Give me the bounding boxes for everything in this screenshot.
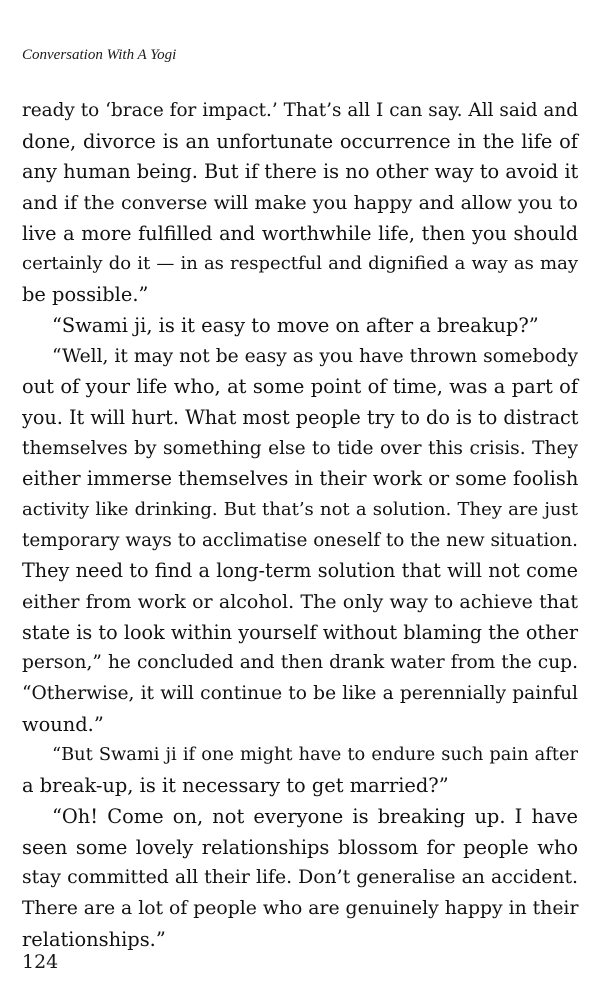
text-line: seen some lovely relationships blossom for people who (22, 835, 578, 859)
text-line: “Oh! Come on, not everyone is breaking up. I have (52, 804, 578, 828)
text-line: “Well, it may not be easy as you have thrown somebody (52, 345, 578, 367)
text-line: “Otherwise, it will continue to be like a perennially painful (22, 683, 578, 705)
text-line: state is to look within yourself without blaming the other (22, 620, 578, 644)
text-line: ready to ‘brace for impact.’ That’s all I can say. All said and (22, 100, 578, 121)
text-line: There are a lot of people who are genuinely happy in their (22, 897, 579, 919)
text-line: temporary ways to acclimatise oneself to the new situation. (22, 529, 578, 551)
text-line: stay committed all their life. Don’t generalise an accident. (22, 867, 578, 889)
running-head: Conversation With A Yogi (22, 47, 177, 63)
text-line: person,” he concluded and then drank water from the cup. (22, 652, 578, 674)
text-line: you. It will hurt. What most people try to do is to distract (22, 405, 579, 429)
text-line: “Swami ji, is it easy to move on after a breakup?” (52, 313, 539, 337)
text-line: “But Swami ji if one might have to endure such pain after (52, 744, 578, 766)
text-line: out of your life who, at some point of time, was a part of (22, 375, 578, 399)
body-text (22, 96, 578, 955)
page-number: 124 (22, 951, 59, 973)
text-line: wound.” (22, 712, 104, 736)
text-line: certainly do it — in as respectful and dignified a way as may (22, 253, 578, 275)
text-line: relationships.” (22, 927, 166, 951)
text-line: either from work or alcohol. The only way to achieve that (22, 591, 578, 613)
text-line: either immerse themselves in their work or some foolish (22, 467, 579, 491)
text-line: live a more fulfilled and worthwhile life, then you should (22, 221, 578, 245)
text-line: any human being. But if there is no other way to avoid it (22, 160, 579, 184)
text-line: be possible.” (22, 283, 149, 307)
text-line: and if the converse will make you happy and allow you to (22, 192, 578, 215)
text-line: themselves by something else to tide over this crisis. They (22, 437, 578, 459)
text-line: a break-up, is it necessary to get married?” (22, 774, 449, 798)
text-line: done, divorce is an unfortunate occurrence in the life of (22, 129, 578, 153)
text-line: activity like drinking. But that’s not a solution. They are just (22, 498, 578, 520)
text-line: They need to find a long-term solution that will not come (22, 559, 578, 583)
